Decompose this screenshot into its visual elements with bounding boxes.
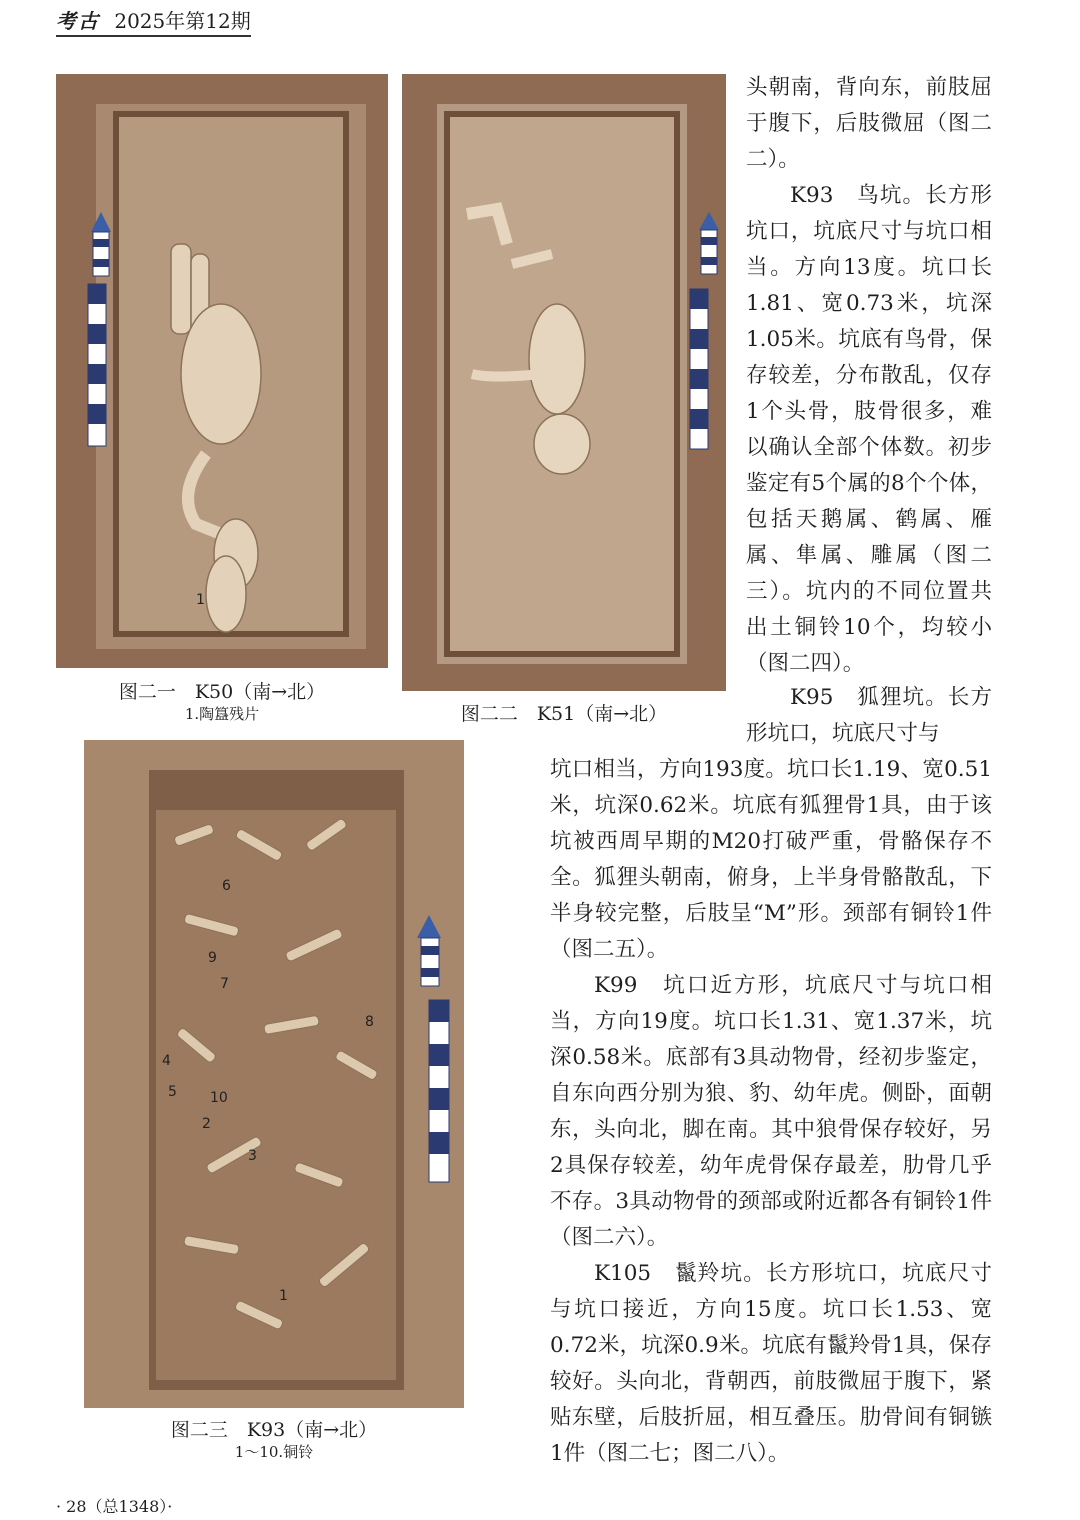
- find-mark-5: 5: [168, 1084, 177, 1100]
- figure-22-title: 图二二 K51（南→北）: [460, 703, 668, 725]
- find-mark-7: 7: [220, 976, 229, 992]
- find-mark-4: 4: [162, 1053, 171, 1069]
- figure-22-caption: [402, 702, 726, 726]
- paragraph-k99: K99 坑口近方形，坑底尺寸与坑口相当，方向19度。坑口长1.31、宽1.37米，坑深0.58米。底部有3具动物骨，经初步鉴定，自东向西分别为狼、豹、幼年虎。侧卧，面朝东，头向北，脚在南。其中狼骨保存较好，另2具保存较差，幼年虎骨保存最差，肋骨几乎不存。3具动物骨的颈部或附近都各有铜铃1件（图二六）。: [550, 973, 992, 1250]
- find-mark-6: 6: [222, 878, 231, 894]
- figure-23-note: 1～10.铜铃: [234, 1443, 314, 1461]
- find-mark-1: 1: [279, 1288, 288, 1304]
- paragraph-k105: K105 鬣羚坑。长方形坑口，坑底尺寸与坑口接近，方向15度。坑口长1.53、宽0.72米，坑深0.9米。坑底有鬣羚骨1具，保存较好。头向北，背朝西，前肢微屈于腹下，紧贴东壁，后肢折屈，相互叠压。肋骨间有铜镞1件（图二七；图二八）。: [550, 1261, 992, 1466]
- find-mark-1: 1: [196, 592, 205, 608]
- scale-bar: [88, 284, 106, 446]
- find-mark-8: 8: [365, 1014, 374, 1030]
- page-number: · 28（总1348）·: [56, 1497, 173, 1516]
- issue-label: 2025年第12期: [114, 9, 251, 33]
- find-mark-3: 3: [248, 1148, 257, 1164]
- find-mark-9: 9: [208, 950, 217, 966]
- figure-21-photo: [56, 74, 388, 668]
- find-mark-10: 10: [210, 1090, 228, 1106]
- find-mark-2: 2: [202, 1116, 211, 1132]
- paragraph-k95-start: K95 狐狸坑。长方形坑口，坑底尺寸与: [746, 685, 992, 746]
- figure-23-title: 图二三 K93（南→北）: [170, 1419, 378, 1441]
- journal-name: 考古: [56, 9, 100, 33]
- figure-21-caption: [56, 680, 388, 724]
- paragraph-k51-end: 头朝南，背向东，前肢屈于腹下，后肢微屈（图二二）。: [746, 75, 992, 172]
- figure-21-title: 图二一 K50（南→北）: [118, 681, 326, 703]
- scale-bar: [690, 289, 708, 449]
- figure-22-photo: [402, 74, 726, 691]
- paragraph-k95-cont: 坑口相当，方向193度。坑口长1.19、宽0.51米，坑深0.62米。坑底有狐狸骨1具，由于该坑被西周早期的M20打破严重，骨骼保存不全。狐狸头朝南，俯身，上半身骨骼散乱，下半身较完整，后肢呈“M”形。颈部有铜铃1件（图二五）。: [550, 757, 992, 962]
- figure-21-note: 1.陶簋残片: [184, 705, 260, 723]
- scale-bar: [429, 1000, 449, 1182]
- figure-23-photo: [84, 740, 464, 1408]
- running-header: [56, 8, 251, 37]
- figure-23-caption: [84, 1418, 464, 1462]
- paragraph-k93: K93 鸟坑。长方形坑口，坑底尺寸与坑口相当。方向13度。坑口长1.81、宽0.73米，坑深1.05米。坑底有鸟骨，保存较差，分布散乱，仅存1个头骨，肢骨很多，难以确认全部个体数。初步鉴定有5个属的8个个体，包括天鹅属、鹤属、雁属、隼属、雕属（图二三）。坑内的不同位置共出土铜铃10个，均较小（图二四）。: [746, 183, 992, 676]
